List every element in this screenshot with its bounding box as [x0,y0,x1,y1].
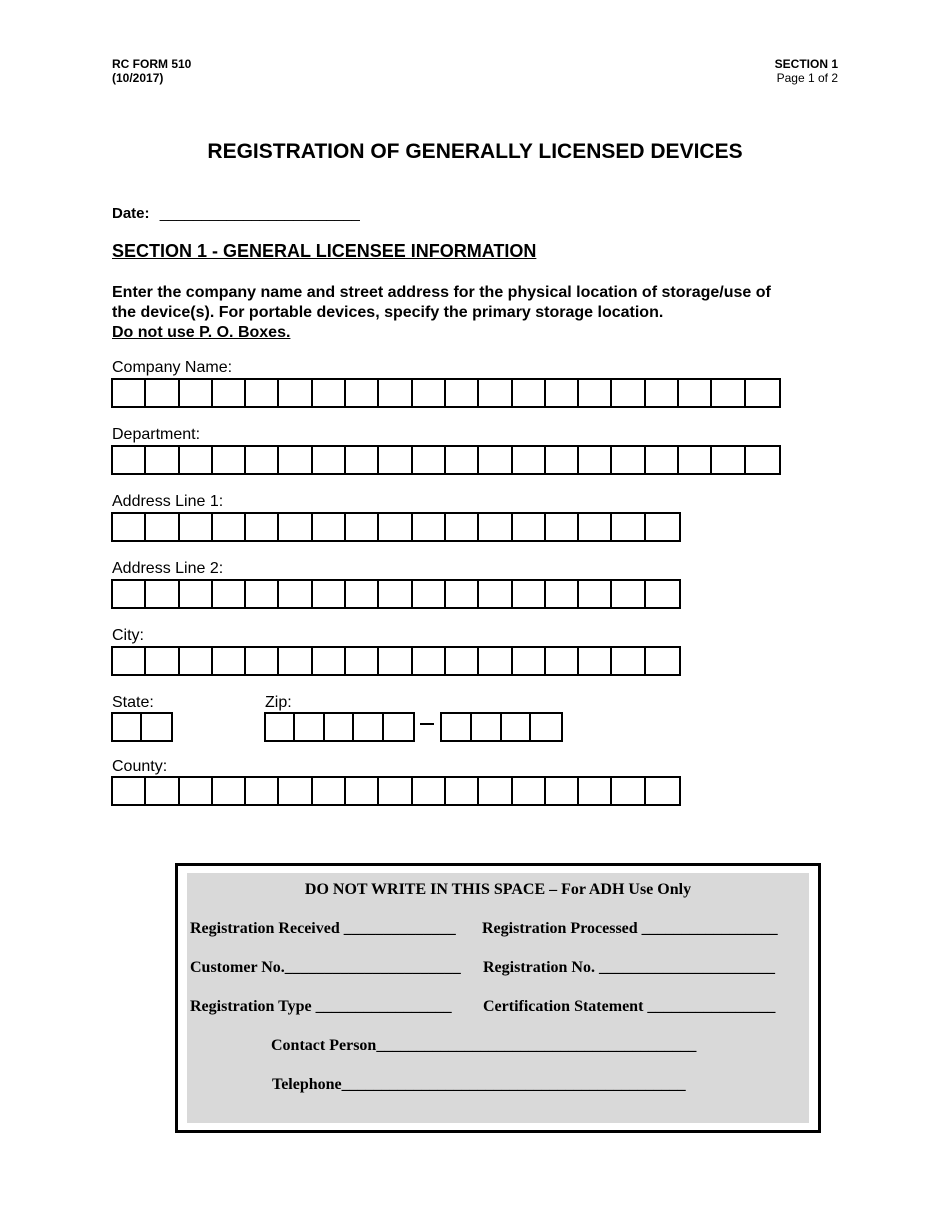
char-box[interactable] [513,447,546,473]
char-box[interactable] [146,380,179,406]
char-box[interactable] [413,581,446,607]
department-label: Department: [112,426,201,443]
form-title: REGISTRATION OF GENERALLY LICENSED DEVICES [207,140,743,163]
char-box[interactable] [313,447,346,473]
form-revision-date: (10/2017) [112,71,164,85]
char-box[interactable] [446,581,479,607]
char-box[interactable] [646,581,679,607]
char-box[interactable] [479,778,512,804]
char-box[interactable] [279,447,312,473]
char-box[interactable] [579,648,612,674]
char-box[interactable] [180,380,213,406]
char-box[interactable] [313,514,346,540]
char-box[interactable] [295,714,324,740]
office-use-heading: DO NOT WRITE IN THIS SPACE – For ADH Use Only [304,881,692,898]
char-box[interactable] [579,447,612,473]
char-box[interactable] [346,514,379,540]
char-box[interactable] [379,581,412,607]
char-box[interactable] [146,648,179,674]
zip-input[interactable] [264,712,415,742]
char-box[interactable] [279,581,312,607]
county-input[interactable] [111,776,681,806]
char-box[interactable] [746,447,779,473]
state-input[interactable] [111,712,173,742]
char-box[interactable] [479,648,512,674]
char-box[interactable] [346,380,379,406]
char-box[interactable] [213,447,246,473]
char-box[interactable] [446,447,479,473]
char-box[interactable] [579,778,612,804]
instruction-line-3: Do not use P. O. Boxes. [112,324,291,341]
char-box[interactable] [513,514,546,540]
char-box[interactable] [546,380,579,406]
zip-label: Zip: [265,694,292,711]
char-box[interactable] [546,648,579,674]
char-box[interactable] [180,447,213,473]
char-box[interactable] [279,380,312,406]
char-box[interactable] [612,581,645,607]
address-line-2-label: Address Line 2: [112,560,224,577]
char-box[interactable] [313,380,346,406]
char-box[interactable] [213,778,246,804]
char-box[interactable] [513,380,546,406]
char-box[interactable] [325,714,354,740]
char-box[interactable] [113,648,146,674]
char-box[interactable] [346,447,379,473]
char-box[interactable] [313,778,346,804]
address-line-2-input[interactable] [111,579,681,609]
registration-type: Registration Type _________________ [190,998,452,1015]
char-box[interactable] [531,714,561,740]
char-box[interactable] [513,778,546,804]
char-box[interactable] [679,447,712,473]
char-box[interactable] [546,514,579,540]
char-box[interactable] [180,648,213,674]
county-label: County: [112,758,168,775]
char-box[interactable] [146,581,179,607]
char-box[interactable] [113,447,146,473]
contact-person: Contact Person________________________________________ [271,1037,697,1054]
char-box[interactable] [146,447,179,473]
char-box[interactable] [180,778,213,804]
city-input[interactable] [111,646,681,676]
char-box[interactable] [612,514,645,540]
char-box[interactable] [646,380,679,406]
char-box[interactable] [502,714,532,740]
department-input[interactable] [111,445,781,475]
char-box[interactable] [113,714,142,740]
char-box[interactable] [472,714,502,740]
state-label: State: [112,694,154,711]
char-box[interactable] [313,648,346,674]
certification-statement: Certification Statement ________________ [483,998,776,1015]
char-box[interactable] [180,581,213,607]
char-box[interactable] [446,778,479,804]
registration-no: Registration No. ______________________ [483,959,775,976]
company-name-input[interactable] [111,378,781,408]
char-box[interactable] [646,648,679,674]
char-box[interactable] [379,514,412,540]
char-box[interactable] [379,648,412,674]
date-field[interactable] [112,205,360,222]
char-box[interactable] [142,714,171,740]
char-box[interactable] [513,581,546,607]
char-box[interactable] [279,514,312,540]
char-box[interactable] [346,581,379,607]
char-box[interactable] [246,778,279,804]
char-box[interactable] [442,714,472,740]
char-box[interactable] [546,581,579,607]
date-label: Date: [112,205,150,222]
char-box[interactable] [213,581,246,607]
char-box[interactable] [546,778,579,804]
char-box[interactable] [246,514,279,540]
char-box[interactable] [313,581,346,607]
company-name-label: Company Name: [112,359,233,376]
char-box[interactable] [513,648,546,674]
char-box[interactable] [446,514,479,540]
char-box[interactable] [612,447,645,473]
office-use-panel [187,873,809,1123]
char-box[interactable] [479,514,512,540]
address-line-1-label: Address Line 1: [112,493,224,510]
char-box[interactable] [246,380,279,406]
form-number [112,57,191,85]
char-box[interactable] [379,447,412,473]
char-box[interactable] [479,380,512,406]
char-box[interactable] [113,778,146,804]
section-indicator [775,57,838,85]
char-box[interactable] [379,778,412,804]
char-box[interactable] [612,778,645,804]
char-box[interactable] [746,380,779,406]
registration-received: Registration Received ______________ [190,920,456,937]
char-box[interactable] [679,380,712,406]
char-box[interactable] [279,648,312,674]
char-box[interactable] [646,447,679,473]
instruction-line-1: Enter the company name and street address for the physical location of storage/use of [112,284,771,301]
section-label: SECTION 1 [774,57,838,71]
char-box[interactable] [413,514,446,540]
char-box[interactable] [246,648,279,674]
char-box[interactable] [213,380,246,406]
zip-dash [420,723,434,725]
instruction-line-2: the device(s). For portable devices, specify the primary storage location. [112,304,664,321]
char-box[interactable] [413,778,446,804]
city-label: City: [112,627,144,644]
char-box[interactable] [213,648,246,674]
char-box[interactable] [546,447,579,473]
char-box[interactable] [479,447,512,473]
char-box[interactable] [413,648,446,674]
char-box[interactable] [446,648,479,674]
char-box[interactable] [246,581,279,607]
char-box[interactable] [354,714,383,740]
registration-processed: Registration Processed _________________ [482,920,778,937]
char-box[interactable] [446,380,479,406]
char-box[interactable] [213,514,246,540]
instructions [112,283,842,343]
char-box[interactable] [379,380,412,406]
char-box[interactable] [113,380,146,406]
char-box[interactable] [413,447,446,473]
char-box[interactable] [579,380,612,406]
char-box[interactable] [279,778,312,804]
char-box[interactable] [712,380,745,406]
char-box[interactable] [413,380,446,406]
customer-no: Customer No.______________________ [190,959,461,976]
char-box[interactable] [646,514,679,540]
char-box[interactable] [384,714,413,740]
char-box[interactable] [146,778,179,804]
char-box[interactable] [712,447,745,473]
date-blank[interactable]: ________________________ [159,205,360,222]
office-use-box [175,863,821,1133]
section-title: SECTION 1 - GENERAL LICENSEE INFORMATION [112,241,537,261]
char-box[interactable] [612,380,645,406]
char-box[interactable] [612,648,645,674]
telephone: Telephone___________________________________________ [272,1076,686,1093]
char-box[interactable] [579,581,612,607]
char-box[interactable] [266,714,295,740]
char-box[interactable] [346,778,379,804]
char-box[interactable] [346,648,379,674]
char-box[interactable] [479,581,512,607]
char-box[interactable] [180,514,213,540]
char-box[interactable] [646,778,679,804]
address-line-1-input[interactable] [111,512,681,542]
page-number: Page 1 of 2 [776,71,838,85]
form-number-text: RC FORM 510 [112,57,192,71]
char-box[interactable] [146,514,179,540]
char-box[interactable] [246,447,279,473]
char-box[interactable] [113,514,146,540]
char-box[interactable] [579,514,612,540]
zip-plus4-input[interactable] [440,712,563,742]
char-box[interactable] [113,581,146,607]
